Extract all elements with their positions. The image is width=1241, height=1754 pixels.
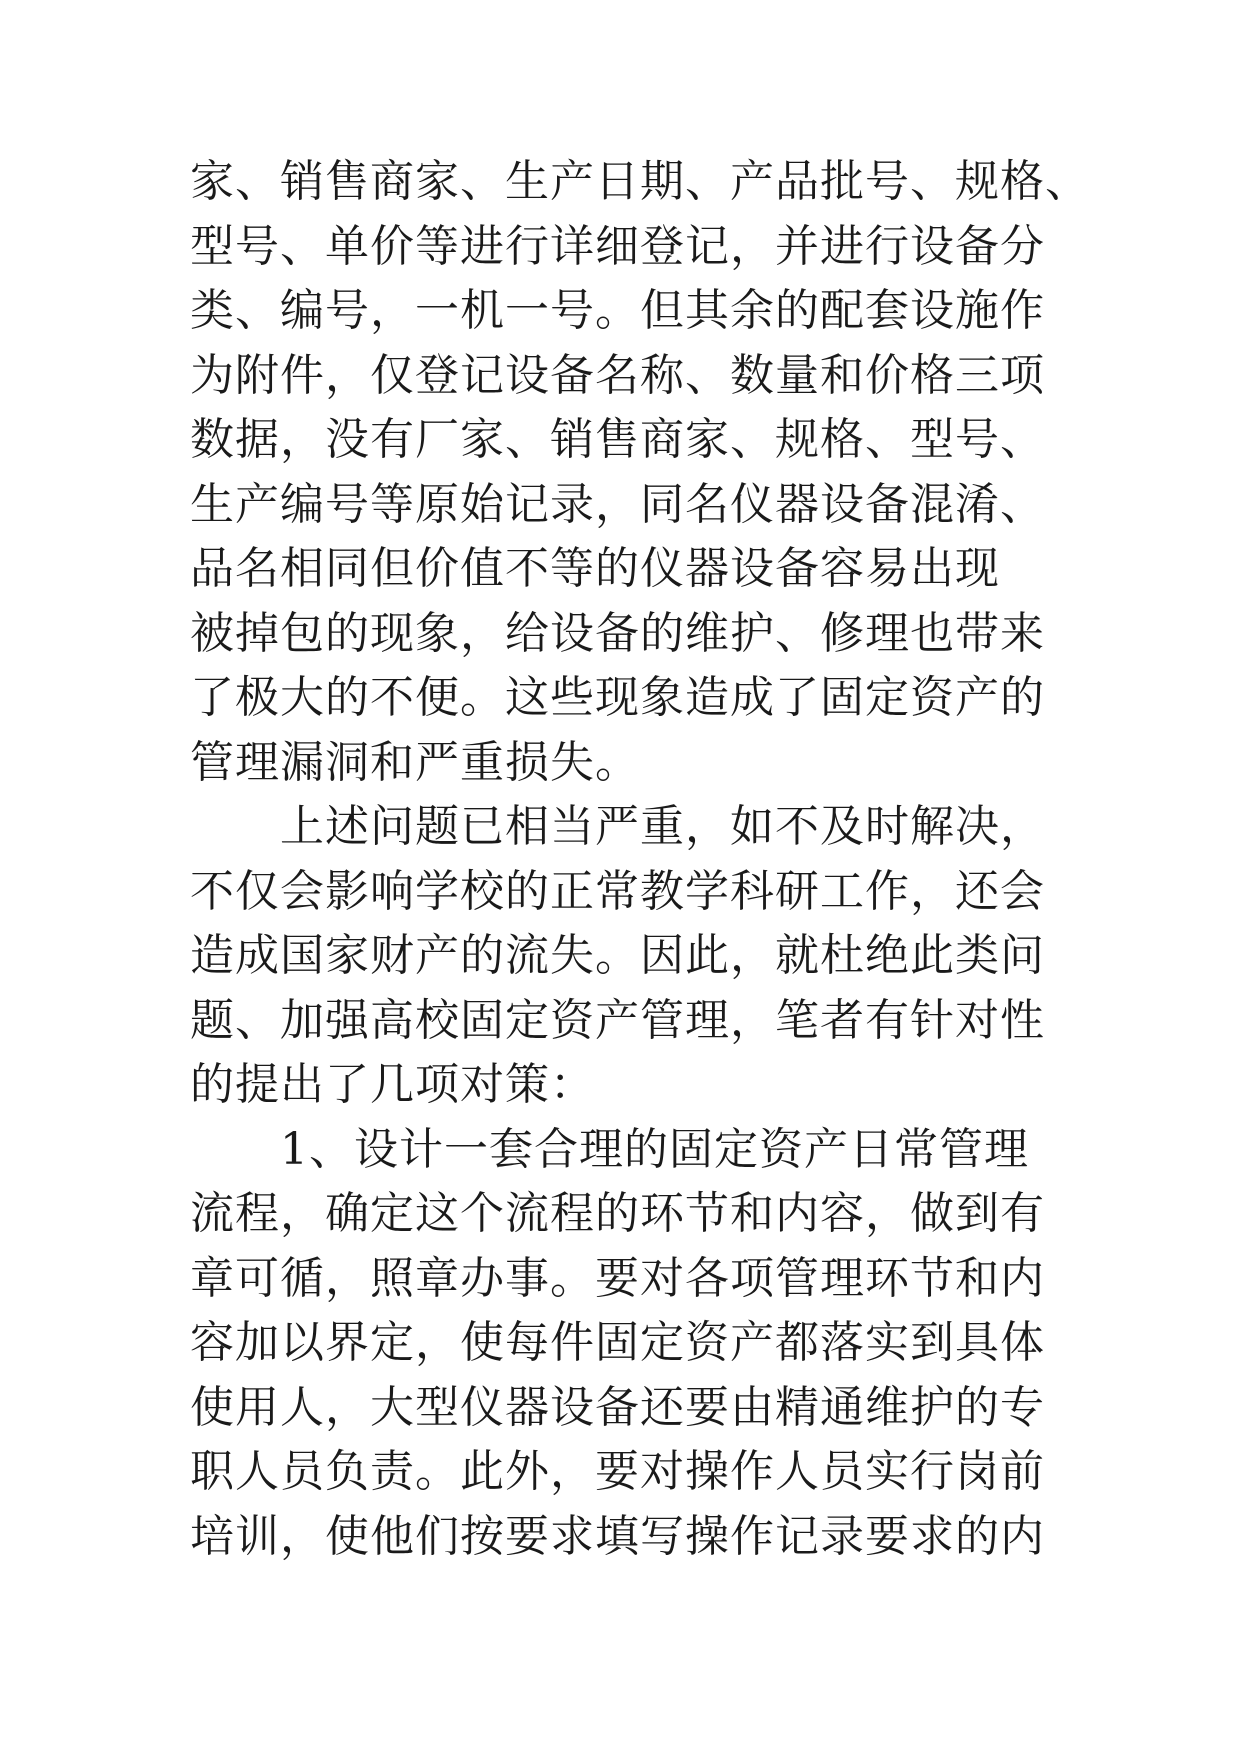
text-line: 品名相同但价值不等的仪器设备容易出现 [190,543,1000,594]
text-line: 题、加强高校固定资产管理，笔者有针对性 [190,994,1045,1046]
body-text [190,150,1090,1569]
text-line: 管理漏洞和严重损失。 [190,736,640,788]
text-line: 容加以界定，使每件固定资产都落实到具体 [190,1317,1045,1368]
text-line: 了极大的不便。这些现象造成了固定资产的 [190,672,1045,723]
paragraph-start-line: 上述问题已相当严重，如不及时解决， [190,801,1045,852]
text-line: 型号、单价等进行详细登记，并进行设备分 [190,220,1045,272]
paragraph-start-line: 1、设计一套合理的固定资产日常管理 [190,1123,1029,1175]
text-line: 造成国家财产的流失。因此，就杜绝此类问 [190,930,1045,981]
text-line: 职人员负责。此外，要对操作人员实行岗前 [190,1446,1045,1497]
text-line: 类、编号，一机一号。但其余的配套设施作 [190,285,1045,336]
text-line: 流程，确定这个流程的环节和内容，做到有 [190,1188,1045,1239]
text-line: 培训，使他们按要求填写操作记录要求的内 [190,1510,1045,1562]
text-line: 生产编号等原始记录，同名仪器设备混淆、 [190,478,1045,530]
text-line: 数据，没有厂家、销售商家、规格、型号、 [190,414,1045,465]
text-line: 使用人，大型仪器设备还要由精通维护的专 [190,1381,1045,1433]
text-line: 的提出了几项对策： [190,1059,595,1110]
text-line: 家、销售商家、生产日期、产品批号、规格、 [190,156,1090,207]
text-line: 为附件，仅登记设备名称、数量和价格三项 [190,349,1045,401]
text-line: 被掉包的现象，给设备的维护、修理也带来 [190,607,1045,659]
text-line: 章可循，照章办事。要对各项管理环节和内 [190,1252,1045,1304]
text-line: 不仅会影响学校的正常教学科研工作，还会 [190,865,1045,917]
